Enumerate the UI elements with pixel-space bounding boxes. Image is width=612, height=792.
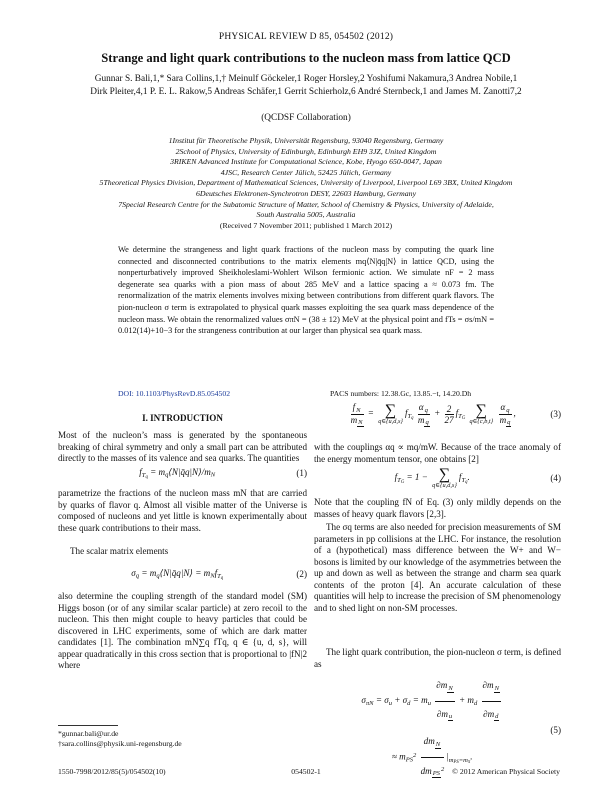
author-list — [60, 73, 552, 98]
equation-number: (4) — [550, 473, 561, 483]
equation-1 — [58, 467, 307, 480]
equation-number: (5) — [550, 724, 561, 735]
affiliation: 1Institut für Theoretische Physik, Universität Regensburg, 93040 Regensburg, Germany — [168, 136, 444, 145]
affiliation: South Australia 5005, Australia — [256, 210, 356, 220]
journal-header: PHYSICAL REVIEW D 85, 054502 (2012) — [218, 32, 394, 42]
pacs-numbers: PACS numbers: 12.38.Gc, 13.85.−t, 14.20.Dh — [330, 389, 472, 398]
paper-title: Strange and light quark contributions to the nucleon mass from lattice QCD — [101, 51, 511, 65]
paragraph: The σq terms are also needed for precision measurements of SM parameters in pp collisions at the LHC. For instance, the resolution of a (hypothetical) mass difference between the W+ and W− bosons is limited by our knowledge of the asymmetries between the up and down as well as between the strange and charm sea quark contents of the proton [4]. An accurate calculation of these quantities will help to increase the precision of SM phenomenology and to shed light on non-SM processes. — [314, 522, 561, 613]
affiliation: 4JSC, Research Center Jülich, 52425 Jülich, Germany — [220, 167, 392, 177]
equation-1-body: $f_{T_q}$ = $m_q⟨N|q̄q|N⟩/m_N$ — [139, 467, 216, 480]
affiliation: 5Theoretical Physics Division, Department of Mathematical Sciences, University of Liverpool, Liverpool L69 3BX, United Kingdom — [99, 178, 513, 188]
footnote: †sara.collins@physik.uni-regensburg.de — [58, 739, 182, 748]
equation-3-body: $\frac{f_N}{m_N}$ = ∑ q∈{u,d,s} $f_{T_q}$ $\frac{\alpha_q}{m_q}$ + $\frac{2}{27}$ $f_{T_G}$ ∑ q∈{c,b,t} $\frac{\alpha_q}{m_q}$ , — [350, 402, 516, 427]
paragraph: also determine the coupling strength of the standard model (SM) Higgs boson (or of any similar scalar particle) at zero recoil to the nucleon. This then might couple to heavy particles that could be discovered in LHC experiments, some of which are dark matter candidates [1]. The combination mN∑q fTq, q ∈ {u, d, s}, will appear quadratically in this cross section that is proportional to |fN|2 where — [58, 591, 307, 671]
footer-issn: 1550-7998/2012/85(5)/054502(10) — [58, 767, 166, 776]
equation-2 — [58, 568, 307, 581]
affiliation: 7Special Research Centre for the Subatomic Structure of Matter, School of Chemistry & Physics, University of Adelaide, — [118, 199, 494, 209]
doi-link[interactable]: DOI: 10.1103/PhysRevD.85.054502 — [118, 389, 231, 398]
footer-copyright: © 2012 American Physical Society — [452, 767, 560, 776]
footer-page-id: 054502-1 — [291, 767, 321, 776]
doi-line[interactable] — [118, 389, 230, 398]
footnote-divider — [58, 725, 118, 726]
paragraph: parametrize the fractions of the nucleon mass mN that are carried by quarks of flavor q. Almost all visible matter of the Universe is composed of nucleons and yet little is known experimentally about these quark contributions to their mass. — [58, 488, 307, 533]
equation-4-body: $f_{T_G} = 1$ − ∑ q∈{u,d,s} $f_{T_q}$. — [394, 466, 470, 489]
paragraph: The scalar matrix elements — [70, 546, 169, 556]
abstract: We determine the strangeness and light quark fractions of the nucleon mass by computing the quark line connected and disconnected contributions to the matrix elements mq⟨N|q̄q|N⟩ in lattice QCD, using the nonperturbatively improved Sheikholeslami-Wohlert Wilson fermionic action. We simulate nF = 2 mass degenerate sea quarks with a pion mass of about 285 MeV and a lattice spacing a ≈ 0.073 fm. The renormalization of the matrix elements involves mixing between contributions from different quark flavors. The pion-nucleon σ term is extrapolated to physical quark masses exploiting the sea quark mass dependence of the nucleon mass. We obtain the renormalized values σπN = (38 ± 12) MeV at the physical point and fTs = σs/mN = 0.012(14)+10−3 for the strangeness contribution at our larger than physical sea quark mass. — [118, 245, 494, 336]
equation-number: (1) — [296, 468, 307, 479]
received-date: (Received 7 November 2011; published 1 March 2012) — [219, 220, 393, 230]
affiliation: 6Deutsches Elektronen-Synchrotron DESY, 22603 Hamburg, Germany — [195, 188, 417, 198]
affiliation: 3RIKEN Advanced Institute for Computational Science, Kobe, Hyogo 650-0047, Japan — [170, 157, 442, 167]
equation-3 — [314, 402, 561, 426]
paragraph: The light quark contribution, the pion-nucleon σ term, is defined as — [314, 647, 561, 669]
equation-number: (2) — [296, 569, 307, 580]
collaboration: (QCDSF Collaboration) — [261, 113, 351, 123]
paragraph: Note that the coupling fN of Eq. (3) only mildly depends on the masses of heavy quark flavors [2,3]. — [314, 497, 561, 519]
equation-number: (3) — [550, 409, 561, 420]
paragraph: with the couplings αq ∝ mq/mW. Because of the trace anomaly of the energy momentum tensor, one obtains [2] — [314, 442, 561, 464]
author-line-1: Gunnar S. Bali,1,* Sara Collins,1,† Meinulf Göckeler,1 Roger Horsley,2 Yoshifumi Nakamura,3 Andrea Nobile,1 — [94, 74, 518, 84]
footnote: *gunnar.bali@ur.de — [58, 729, 119, 738]
equation-4 — [314, 467, 561, 489]
affiliations — [20, 136, 592, 231]
paragraph: Most of the nucleon’s mass is generated by the spontaneous breaking of chiral symmetry and only a small part can be attributed directly to the masses of its valence and sea quarks. The quantities — [58, 430, 307, 464]
section-heading: I. INTRODUCTION — [142, 413, 223, 423]
equation-5-body: $\sigma_{\pi N} = \sigma_u + \sigma_d = m_u$ $\frac{\partial m_N}{\partial m_u}$ + $m_d$ $\frac{\partial m_N}{\partial m_d}$ ≈ $m_{PS}^2$ $\frac{dm_N}{dm_{PS}^2}$ $|_{m_{PS}=m_\pi}$. — [314, 673, 550, 786]
affiliation: 2School of Physics, University of Edinburgh, Edinburgh EH9 3JZ, United Kingdom — [175, 146, 437, 156]
equation-2-body: $\sigma_q$ = $m_q⟨N|q̄q|N⟩ = m_Nf_{T_q}$ — [131, 568, 224, 581]
author-line-2: Dirk Pleiter,4,1 P. E. L. Rakow,5 Andreas Schäfer,1 Gerrit Schierholz,6 André Sternbeck,1 and James M. Zanotti7,2 — [90, 86, 522, 97]
